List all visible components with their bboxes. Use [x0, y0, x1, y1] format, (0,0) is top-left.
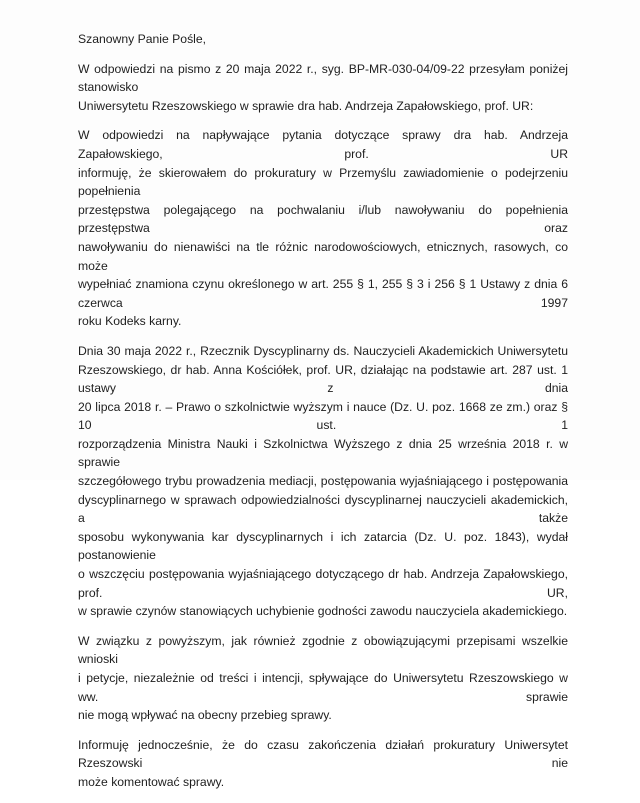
paragraph-2-line-1: W odpowiedzi na napływające pytania dotyczące sprawy dra hab. Andrzeja Zapałowskiego, prof. UR — [78, 128, 568, 161]
letter-body — [78, 30, 568, 803]
paragraph-3-line-3: 20 lipca 2018 r. – Prawo o szkolnictwie wyższym i nauce (Dz. U. poz. 1668 ze zm.) oraz § 10 ust. 1 — [78, 399, 568, 433]
paragraph-3-line-7: sposobu wykonywania kar dyscyplinarnych i ich zatarcia (Dz. U. poz. 1843), wydał postanowienie — [78, 529, 568, 563]
paragraph-5-line-2: może komentować sprawy. — [78, 774, 225, 789]
paragraph-3-line-9: w sprawie czynów stanowiących uchybienie godności zawodu nauczyciela akademickiego. — [78, 604, 568, 619]
paragraph-3-line-4: rozporządzenia Ministra Nauki i Szkolnictwa Wyższego z dnia 25 września 2018 r. w sprawie — [78, 436, 568, 470]
paragraph-3-line-6: dyscyplinarnego w sprawach odpowiedzialności dyscyplinarnej nauczycieli akademickich, a także — [78, 492, 568, 526]
salutation: Szanowny Panie Pośle, — [78, 32, 207, 46]
paragraph-1-line-1: W odpowiedzi na pismo z 20 maja 2022 r., syg. BP-MR-030-04/09-22 przesyłam poniżej stanowisko — [78, 61, 568, 95]
paragraph-2-line-2: informuję, że skierowałem do prokuratury w Przemyślu zawiadomienie o podejrzeniu popełnienia — [78, 165, 568, 199]
paragraph-2-line-4: nawoływaniu do nienawiści na tle różnic narodowościowych, etnicznych, rasowych, co może — [78, 239, 568, 273]
paragraph-4-line-2: i petycje, niezależnie od treści i intencji, spływające do Uniwersytetu Rzeszowskiego w ww. sprawie — [78, 671, 568, 704]
paragraph-3-line-1: Dnia 30 maja 2022 r., Rzecznik Dyscyplinarny ds. Nauczycieli Akademickich Uniwersytetu — [78, 343, 568, 358]
paragraph-4 — [78, 632, 568, 725]
paragraph-4-line-3: nie mogą wpływać na obecny przebieg sprawy. — [78, 708, 332, 723]
paragraph-5 — [78, 736, 568, 792]
paragraph-1 — [78, 60, 568, 116]
paragraph-2 — [78, 126, 568, 331]
paragraph-4-line-1: W związku z powyższym, jak również zgodnie z obowiązującymi przepisami wszelkie wnioski — [78, 633, 568, 667]
paragraph-2-line-6: roku Kodeks karny. — [78, 314, 182, 329]
paragraph-3-line-5: szczegółowego trybu prowadzenia mediacji, postępowania wyjaśniającego i postępowania — [78, 474, 568, 489]
paragraph-3 — [78, 342, 568, 621]
paragraph-3-line-2: Rzeszowskiego, dr hab. Anna Kościółek, prof. UR, działając na podstawie art. 287 ust. 1 ustawy z dnia — [78, 362, 568, 396]
paragraph-5-line-1: Informuję jednocześnie, że do czasu zakończenia działań prokuratury Uniwersytet Rzeszowski nie — [78, 737, 568, 771]
paragraph-3-line-8: o wszczęciu postępowania wyjaśniającego dotyczącego dr hab. Andrzeja Zapałowskiego, prof. UR, — [78, 567, 568, 600]
paragraph-1-line-2: Uniwersytetu Rzeszowskiego w sprawie dra hab. Andrzeja Zapałowskiego, prof. UR: — [78, 98, 534, 113]
paragraph-2-line-3: przestępstwa polegającego na pochwalaniu i/lub nawoływaniu do popełnienia przestępstwa oraz — [78, 202, 568, 236]
paragraph-2-line-5: wypełniać znamiona czynu określonego w art. 255 § 1, 255 § 3 i 256 § 1 Ustawy z dnia 6 czerwca 1997 — [78, 277, 568, 310]
